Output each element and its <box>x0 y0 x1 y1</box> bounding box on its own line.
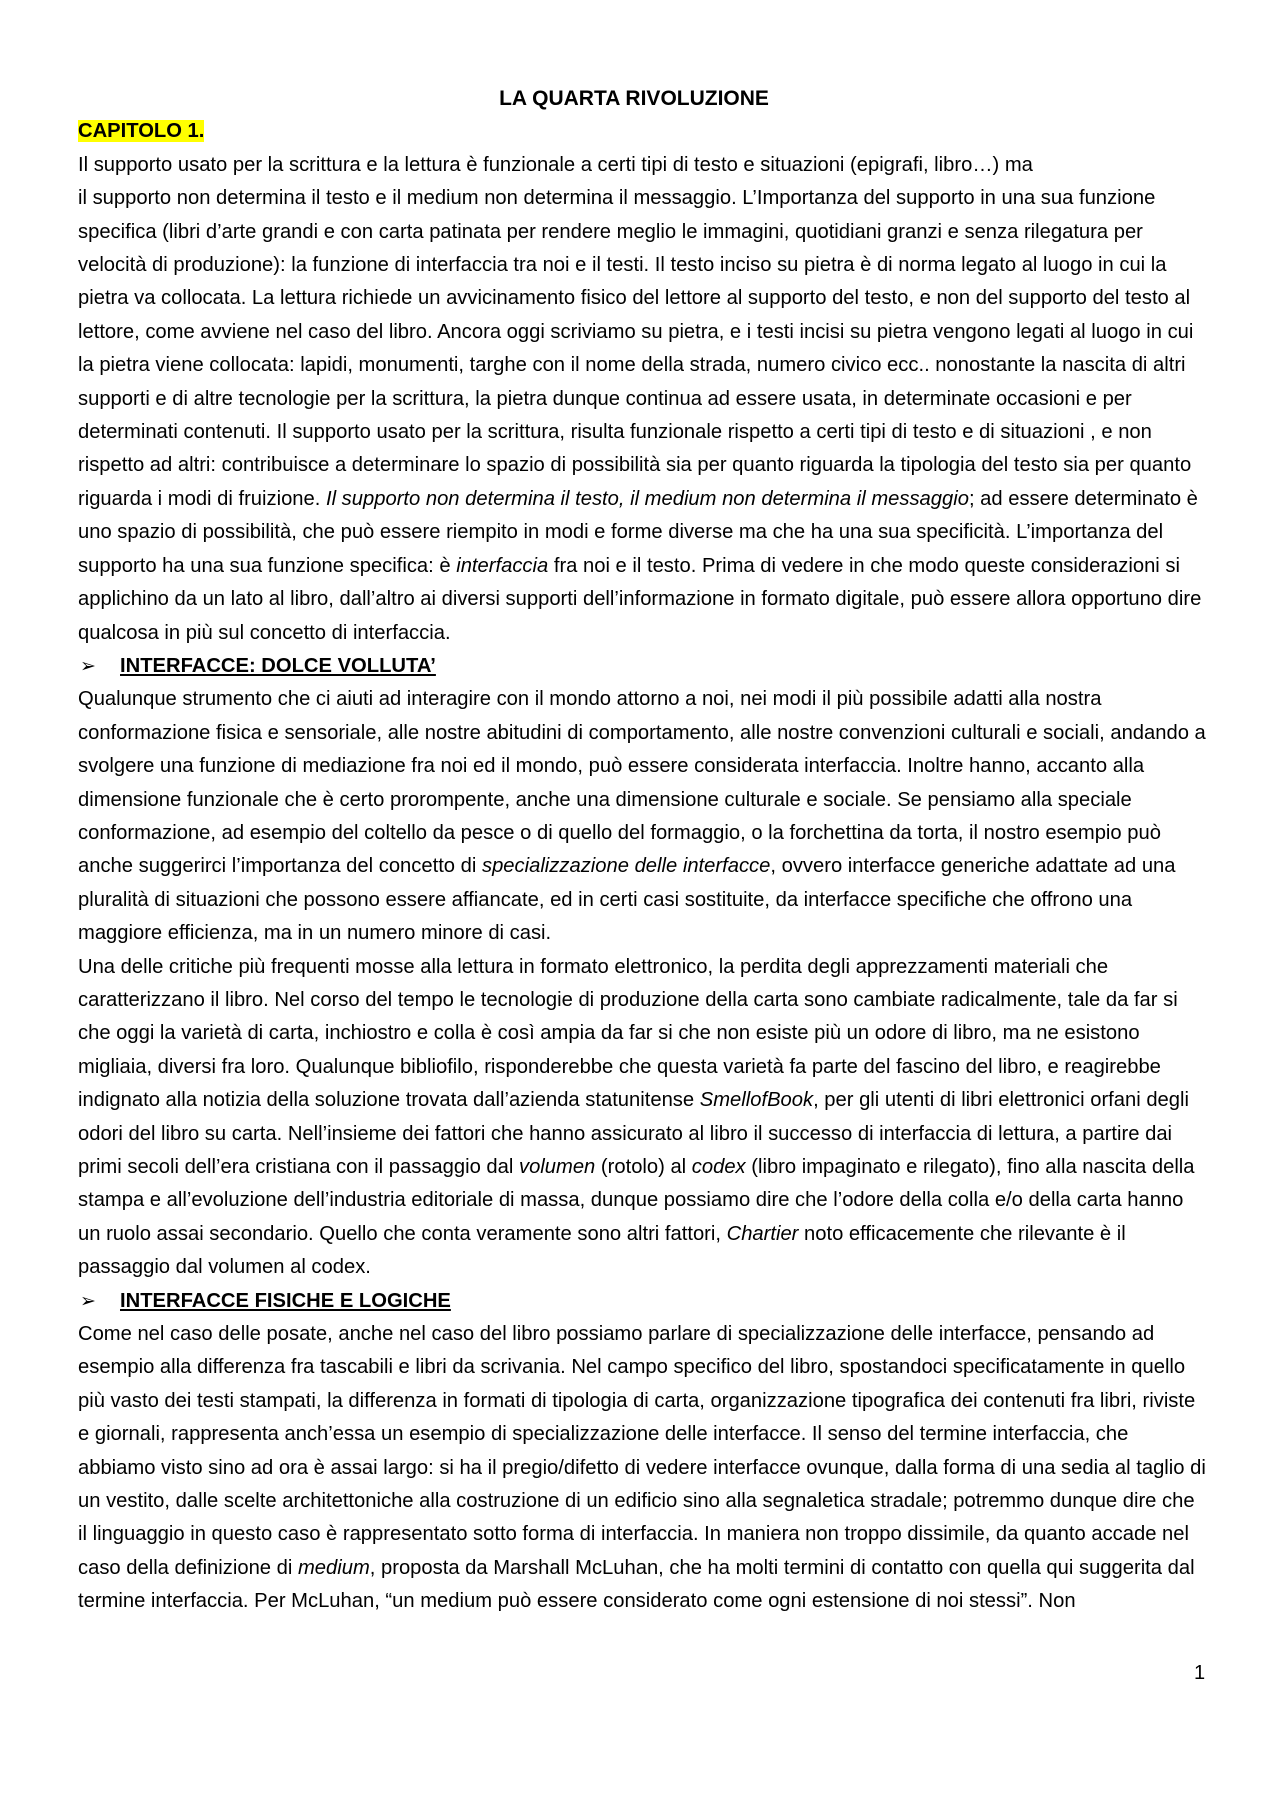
section1-italic-smellofbook: SmellofBook <box>699 1089 814 1112</box>
section1-p2-text-c: (rotolo) al <box>600 1156 687 1178</box>
section1-text: Qualunque strumento che ci aiuti ad interagire con il mondo attorno a noi, nei modi il più possibile adatti alla nostra conformazione fisica e sensoriale, alle nostre abitudini di comportamento, alle nostre convenzioni culturali e sociali, andando a svolgere una funzione di mediazione fra noi ed il mondo, può essere considerata interfaccia. Inoltre hanno, accanto alla dimensione funzionale che è certo prorompente, anche una dimensione culturale e sociale. Se pensiamo alla speciale conformazione, ad esempio del coltello da pesce o di quello del formaggio, o la forchettina da torta, il nostro esempio può anche suggerirci l’importanza del concetto di <box>78 688 1206 878</box>
document-body <box>78 82 1208 1619</box>
section1-italic-specializzazione: specializzazione delle interfacce <box>481 855 771 878</box>
section1-p2-text-e: noto efficacemente che rilevante è il passaggio dal volumen al codex. <box>78 1222 1126 1279</box>
section-heading-label: INTERFACCE FISICHE E LOGICHE <box>120 1289 451 1312</box>
section2-text-end: , proposta da Marshall McLuhan, che ha molti termini di contatto con quella qui suggerita dal termine interfaccia. Per McLuhan, “un medium può essere considerato come ogni estensione di noi stessi”. Non <box>78 1556 1195 1613</box>
intro-italic-interfaccia: interfaccia <box>456 554 549 577</box>
section1-italic-codex: codex <box>691 1156 746 1178</box>
section-heading-label: INTERFACCE: DOLCE VOLLUTA’ <box>120 654 436 677</box>
section1-paragraph1 <box>78 683 1208 950</box>
chapter-label-highlighted: CAPITOLO 1. <box>78 120 205 143</box>
intro-text-body: il supporto non determina il testo e il medium non determina il messaggio. L’Importanza del supporto in una sua funzione specifica (libri d’arte grandi e con carta patinata per rendere meglio le immagini, quotidiani granzi e senza rilegatura per velocità di produzione): la funzione di interfaccia tra noi e il testi. Il testo inciso su pietra è di norma legato al luogo in cui la pietra va collocata. La lettura richiede un avvicinamento fisico del lettore al supporto del testo, e non del supporto del testo al lettore, come avviene nel caso del libro. Ancora oggi scriviamo su pietra, e i testi incisi su pietra vengono legati al luogo in cui la pietra viene collocata: lapidi, monumenti, targhe con il nome della strada, numero civico ecc.. nonostante la nascita di altri supporti e di altre tecnologie per la scrittura, la pietra dunque continua ad essere usata, in determinate occasioni e per determinati contenuti. Il supporto usato per la scrittura, risulta funzionale rispetto a certi tipi di testo e di situazioni , e non rispetto ad altri: contribuisce a determinare lo spazio di possibilità sia per quanto riguarda la tipologia del testo sia per quanto riguarda i modi di fruizione. <box>78 187 1194 510</box>
section1-p2-text: Una delle critiche più frequenti mosse alla lettura in formato elettronico, la perdita degli apprezzamenti materiali che caratterizzano il libro. Nel corso del tempo le tecnologie di produzione della carta sono cambiate radicalmente, tale da far si che oggi la varietà di carta, inchiostro e colla è così ampia da far si che non esiste più un odore di libro, ma ne esistono migliaia, diversi fra loro. Qualunque bibliofilo, risponderebbe che questa varietà fa parte del fascino del libro, e reagirebbe indignato alla notizia della soluzione trovata dall’azienda statunitense <box>78 955 1178 1112</box>
section-heading-fisiche-logiche <box>78 1285 1208 1318</box>
section1-text-end: , ovvero interfacce generiche adattate ad una pluralità di situazioni che possono essere affiancate, ed in certi casi sostituite, da interfacce specifiche che offrono una maggiore efficienza, ma in un numero minore di casi. <box>78 855 1176 945</box>
page-number: 1 <box>1194 1662 1206 1684</box>
intro-text-end: fra noi e il testo. Prima di vedere in che modo queste considerazioni si applichino da un lato al libro, dall’altro ai diversi supporti dell’informazione in formato digitale, può essere allora opportuno dire qualcosa in più sul concetto di interfaccia. <box>78 554 1202 644</box>
section1-p2-text-b: , per gli utenti di libri elettronici orfani degli odori del libro su carta. Nell’insieme dei fattori che hanno assicurato al libro il successo di interfaccia di lettura, a partire dai primi secoli dell’era cristiana con il passaggio dal <box>78 1089 1189 1178</box>
arrow-bullet-icon: ➢ <box>80 1290 96 1312</box>
chapter-heading <box>78 115 1208 148</box>
section2-italic-medium: medium <box>297 1556 370 1579</box>
intro-italic-statement: Il supporto non determina il testo, il medium non determina il messaggio <box>325 487 969 510</box>
intro-text-continued: ; ad essere determinato è uno spazio di possibilità, che può essere riempito in modi e forme diverse ma che ha una sua specificità. L’importanza del supporto ha una sua funzione specifica: è <box>78 487 1198 577</box>
page-title: LA QUARTA RIVOLUZIONE <box>499 87 769 110</box>
section2-text: Come nel caso delle posate, anche nel caso del libro possiamo parlare di specializzazione delle interfacce, pensando ad esempio alla differenza fra tascabili e libri da scrivania. Nel campo specifico del libro, spostandoci specificatamente in quello più vasto dei testi stampati, la differenza in formati di tipologia di carta, organizzazione tipografica dei contenuti fra libri, riviste e giornali, rappresenta anch’essa un esempio di specializzazione delle interfacce. Il senso del termine interfaccia, che abbiamo visto sino ad ora è assai largo: si ha il pregio/difetto di vedere interfacce ovunque, dalla forma di una sedia al taglio di un vestito, dalle scelte architettoniche alla costruzione di un edificio sino alla segnaletica stradale; potremmo dunque dire che il linguaggio in questo caso è rappresentato sotto forma di interfaccia. In maniera non troppo dissimile, da quanto accade nel caso della definizione di <box>78 1323 1206 1579</box>
section1-paragraph2 <box>78 951 1208 1285</box>
section1-italic-volumen: volumen <box>518 1156 596 1178</box>
section-heading-dolce-volluta <box>78 650 1208 683</box>
section2-paragraph1 <box>78 1318 1208 1619</box>
section1-italic-chartier: Chartier <box>726 1222 799 1245</box>
intro-paragraph <box>78 149 1208 650</box>
arrow-bullet-icon: ➢ <box>80 655 96 677</box>
section1-p2-text-d: (libro impaginato e rilegato), fino alla nascita della stampa e all’evoluzione dell’industria editoriale di massa, dunque possiamo dire che l’odore della colla e/o della carta hanno un ruolo assai secondario. Quello che conta veramente sono altri fattori, <box>78 1156 1195 1245</box>
intro-text-line1: Il supporto usato per la scrittura e la lettura è funzionale a certi tipi di testo e situazioni (epigrafi, libro…) ma <box>78 153 1033 176</box>
